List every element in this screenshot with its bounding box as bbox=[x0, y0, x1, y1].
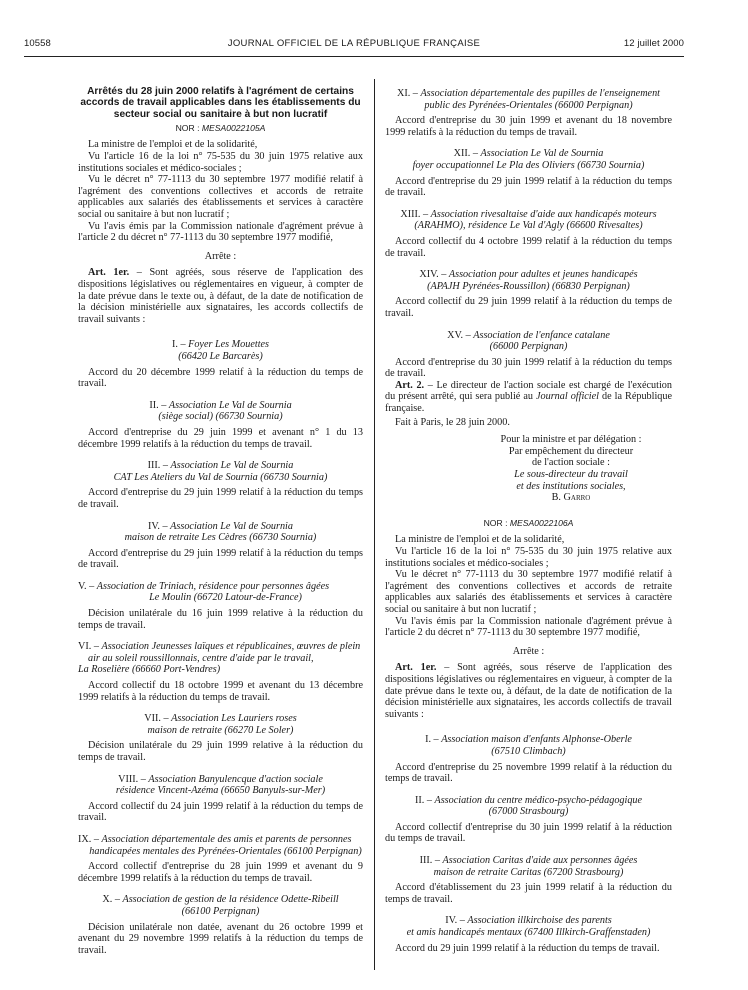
section-heading: IV. – Association illkirchoise des parents et amis handicapés mentaux (67400 Illkirch-Graffenstaden) bbox=[406, 915, 651, 939]
minister-line: La ministre de l'emploi et de la solidarité, bbox=[88, 139, 258, 151]
vu-paragraph: Vu le décret n° 77-1113 du 30 septembre 1977 modifié relatif à l'agrément des conventions collectives et accords de retraite applicables aux salariés des établissements et services à caractère social ou sanitaire à but non lucratif ; bbox=[385, 569, 672, 615]
section-text: Accord collectif du 24 juin 1999 relatif à la réduction du temps de travail. bbox=[78, 800, 363, 824]
done-at: Fait à Paris, le 28 juin 2000. bbox=[395, 416, 510, 428]
vu-paragraph: Vu le décret n° 77-1113 du 30 septembre 1977 modifié relatif à l'agrément des conventions collectives et accords de retraite applicables aux salariés des établissements et services à caractère social ou sanitaire à but non lucratif ; bbox=[78, 174, 363, 221]
section-text: Accord d'entreprise du 29 juin 1999 relatif à la réduction du temps de travail. bbox=[78, 487, 363, 510]
section-text: Accord collectif d'entreprise du 28 juin 1999 et avenant du 9 décembre 1999 relatifs à la réduction du temps de travail. bbox=[78, 861, 363, 884]
section-heading: I. – Foyer Les Mouettes (66420 Le Barcarès) bbox=[171, 339, 270, 362]
nor-reference: NOR : MESA0022106A bbox=[483, 517, 574, 528]
page-header bbox=[24, 38, 684, 52]
section-text: Décision unilatérale du 29 juin 1999 relative à la réduction du temps de travail. bbox=[78, 740, 363, 764]
section-text: Décision unilatérale du 16 juin 1999 relative à la réduction du temps de travail. bbox=[78, 608, 363, 631]
section-heading: V. – Association de Triniach, résidence pour personnes âgées Le Moulin (66720 Latour-de-France) bbox=[78, 580, 330, 604]
section-heading: III. – Association Caritas d'aide aux personnes âgées maison de retraite Caritas (67200 Strasbourg) bbox=[419, 855, 638, 878]
nor-reference: NOR : MESA0022105A bbox=[175, 122, 266, 133]
article-1: Art. 1er. – Sont agréés, sous réserve de l'application des dispositions législatives ou réglementaires en vigueur, à compter de la date prévue dans le texte ou, à défaut, de la date de notification de la décision ministérielle aux signataires, les accords collectifs de travail suivants : bbox=[385, 662, 672, 720]
section-text: Accord du 29 juin 1999 relatif à la réduction du temps de travail. bbox=[395, 942, 660, 954]
section-heading: XIV. – Association pour adultes et jeunes handicapés (APAJH Pyrénées-Roussillon) (66830 Perpignan) bbox=[419, 269, 638, 292]
section-heading: I. – Association maison d'enfants Alphonse-Oberle (67510 Climbach) bbox=[425, 734, 632, 757]
section-heading: XIII. – Association rivesaltaise d'aide aux handicapés moteurs (ARAHMO), résidence Le Val d'Agly (66600 Rivesaltes) bbox=[400, 208, 657, 232]
section-text: Décision unilatérale non datée, avenant du 26 octobre 1999 et avenant du 29 novembre 1999 relatifs à la réduction du temps de travail. bbox=[78, 921, 363, 956]
section-text: Accord d'entreprise du 29 juin 1999 relatif à la réduction du temps de travail. bbox=[78, 547, 363, 571]
arrete-heading: Arrête : bbox=[512, 645, 545, 657]
vu-paragraph: Vu l'article 16 de la loi n° 75-535 du 30 juin 1975 relative aux institutions sociales et médico-sociales ; bbox=[385, 546, 672, 569]
section-heading: III. – Association Le Val de Sournia CAT Les Ateliers du Val de Sournia (66730 Sournia) bbox=[113, 460, 328, 483]
section-text: Accord d'entreprise du 25 novembre 1999 relatif à la réduction du temps de travail. bbox=[385, 761, 672, 785]
minister-line: La ministre de l'emploi et de la solidarité, bbox=[395, 534, 565, 546]
section-heading: VIII. – Association Banyulencque d'action sociale résidence Vincent-Azéma (66650 Banyuls-sur-Mer) bbox=[115, 773, 326, 797]
vu-paragraph: Vu l'avis émis par la Commission nationale d'agrément prévue à l'article 2 du décret n° 77-1113 du 30 septembre 1977 modifié, bbox=[78, 220, 363, 244]
left-column bbox=[78, 86, 363, 956]
right-column bbox=[385, 86, 672, 954]
section-heading: VII. – Association Les Lauriers roses maison de retraite (66270 Le Soler) bbox=[144, 713, 297, 736]
section-heading: IV. – Association Le Val de Sournia maison de retraite Les Cèdres (66730 Sournia) bbox=[124, 520, 317, 544]
section-heading: VI. – Association Jeunesses laïques et républicaines, œuvres de plein air au soleil roussillonnais, centre d'aide par le travail, La Roselière (66660 Port-Vendres) bbox=[78, 641, 361, 676]
section-heading: II. – Association Le Val de Sournia (siège social) (66730 Sournia) bbox=[149, 399, 292, 423]
section-text: Accord collectif du 29 juin 1999 relatif à la réduction du temps de travail. bbox=[385, 296, 672, 319]
section-text: Accord d'établissement du 23 juin 1999 relatif à la réduction du temps de travail. bbox=[385, 882, 672, 905]
vu-paragraph: Vu l'avis émis par la Commission nationale d'agrément prévue à l'article 2 du décret n° 77-1113 du 30 septembre 1977 modifié, bbox=[385, 615, 672, 639]
section-text: Accord d'entreprise du 30 juin 1999 et avenant du 18 novembre 1999 relatifs à la réduction du temps de travail. bbox=[385, 115, 672, 138]
section-heading: IX. – Association départementale des amis et parents de personnes handicapées mentales des Pyrénées-Orientales (66100 Perpignan) bbox=[78, 833, 362, 857]
section-text: Accord collectif d'entreprise du 30 juin 1999 relatif à la réduction du temps de travail. bbox=[385, 821, 672, 845]
header-rule bbox=[24, 56, 684, 57]
section-heading: X. – Association de gestion de la résidence Odette-Ribeill (66100 Perpignan) bbox=[102, 894, 339, 917]
section-text: Accord d'entreprise du 29 juin 1999 relatif à la réduction du temps de travail. bbox=[385, 175, 672, 199]
section-text: Accord d'entreprise du 30 juin 1999 relatif à la réduction du temps de travail. bbox=[385, 356, 672, 380]
column-divider bbox=[374, 79, 375, 970]
article-1: Art. 1er. – Sont agréés, sous réserve de l'application des dispositions législatives ou réglementaires en vigueur, à compter de la date prévue dans le texte ou, à défaut, de la date de notification de la décision ministérielle aux signataires, les accords collectifs de travail suivants : bbox=[78, 267, 363, 325]
article-2: Art. 2. – Le directeur de l'action sociale est chargé de l'exécution du présent arrêté, qui sera publié au Journal officiel de la République française. bbox=[385, 379, 672, 415]
signatory-name: B. Garro bbox=[551, 492, 591, 504]
section-text: Accord d'entreprise du 29 juin 1999 et avenant n° 1 du 13 décembre 1999 relatifs à la réduction du temps de travail. bbox=[78, 426, 363, 450]
section-heading: XI. – Association départementale des pupilles de l'enseignement public des Pyrénées-Orientales (66000 Perpignan) bbox=[396, 88, 661, 111]
section-heading: XII. – Association Le Val de Sournia foyer occupationnel Le Pla des Oliviers (66730 Sournia) bbox=[412, 148, 645, 171]
issue-date: 12 juillet 2000 bbox=[623, 38, 684, 49]
decree-title: Arrêtés du 28 juin 2000 relatifs à l'agrément de certains accords de travail applicables dans les établissements du secteur social ou sanitaire à but non lucratif bbox=[80, 86, 361, 120]
signature-block: Pour la ministre et par délégation : Par empêchement du directeur de l'action sociale : Le sous-directeur du travail et des institutions sociales, B. Garro bbox=[470, 434, 672, 504]
section-heading: II. – Association du centre médico-psycho-pédagogique (67000 Strasbourg) bbox=[414, 794, 643, 818]
section-text: Accord du 20 décembre 1999 relatif à la réduction du temps de travail. bbox=[78, 366, 363, 390]
vu-paragraph: Vu l'article 16 de la loi n° 75-535 du 30 juin 1975 relative aux institutions sociales et médico-sociales ; bbox=[78, 151, 363, 174]
section-heading: XV. – Association de l'enfance catalane (66000 Perpignan) bbox=[447, 329, 610, 353]
journal-title: JOURNAL OFFICIEL DE LA RÉPUBLIQUE FRANÇAISE bbox=[227, 38, 481, 49]
arrete-heading: Arrête : bbox=[204, 250, 237, 262]
section-text: Accord collectif du 4 octobre 1999 relatif à la réduction du temps de travail. bbox=[385, 235, 672, 259]
page-number: 10558 bbox=[24, 38, 51, 49]
section-text: Accord collectif du 18 octobre 1999 et avenant du 13 décembre 1999 relatifs à la réduction du temps de travail. bbox=[78, 680, 363, 703]
